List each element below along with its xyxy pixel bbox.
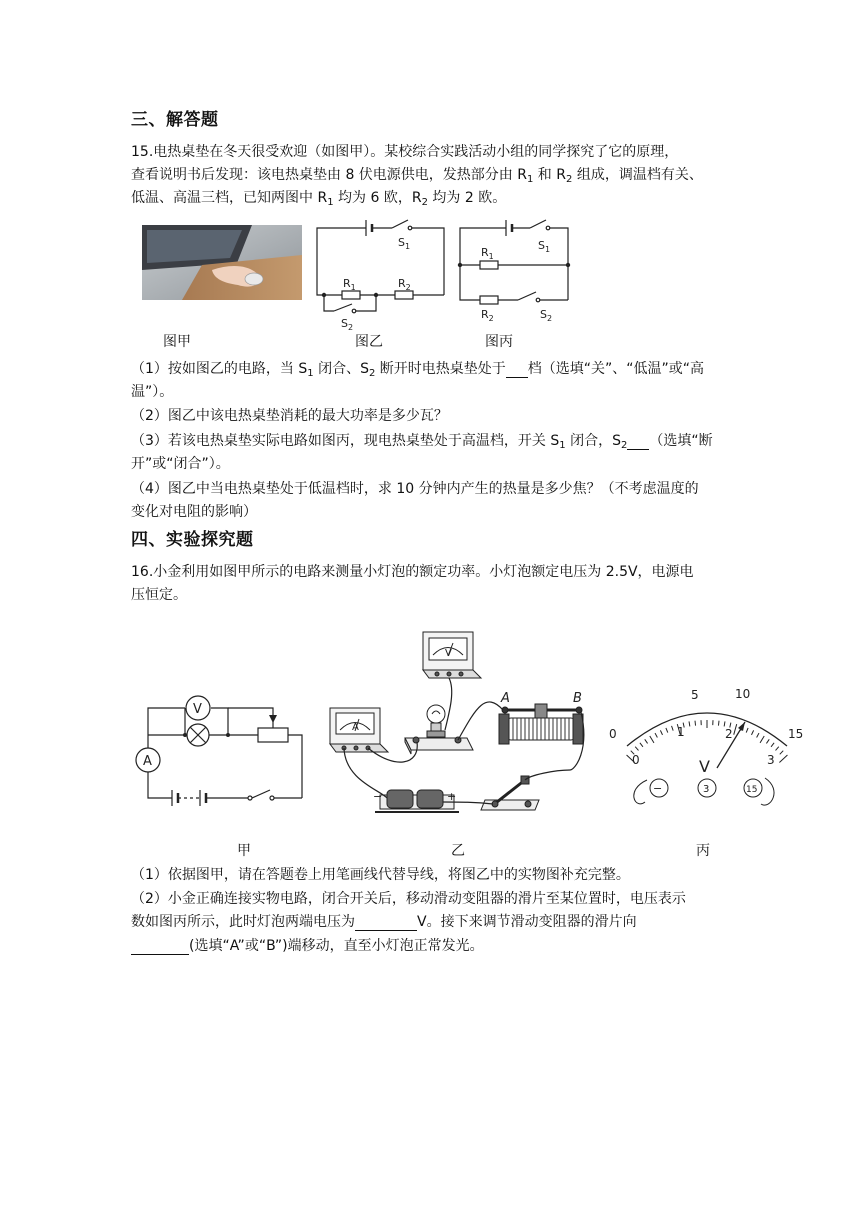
fig-jia-caption: 图甲: [163, 334, 191, 350]
dial-tick: [757, 733, 759, 737]
terminal-minus: −: [653, 782, 663, 795]
dial-unit-v: V: [699, 757, 710, 776]
dial-tick: [746, 728, 748, 733]
dial-tick: [751, 730, 753, 735]
battery-minus-label: −: [373, 790, 383, 803]
circuit-diagram-bing: [454, 215, 576, 327]
apparatus-yi: [325, 630, 600, 825]
q15-part2: （2）图乙中该电热桌垫消耗的最大功率是多少瓦？: [131, 408, 448, 424]
label-r1-yi: $R_1$: [343, 277, 356, 292]
q15-part3-line2: 开”或“闭合”）。: [131, 456, 230, 472]
q16-stem-line2: 压恒定。: [131, 587, 187, 603]
q15-stem-line2: 查看说明书后发现：该电热桌垫由 8 伏电源供电，发热部分由 $R_1$ 和 $R_2$ 组成，调温档有关、: [131, 167, 703, 185]
section-heading-4: 四、实验探究题: [131, 530, 254, 550]
battery-plus-label: +: [447, 790, 457, 803]
q16-part2-line3: (选填“A”或“B”)端移动，直至小灯泡正常发光。: [131, 935, 484, 955]
dial-tick: [695, 721, 696, 726]
q16-stem-line1: 16.小金利用如图甲所示的电路来测量小灯泡的额定功率。小灯泡额定电压为 2.5V，电源电: [131, 564, 694, 580]
apparatus-ammeter-label: A: [352, 722, 359, 733]
dial-tick: [660, 730, 662, 735]
fig-jia-caption-16: 甲: [237, 843, 251, 859]
apparatus-voltmeter-label: V: [445, 648, 452, 659]
rheostat-end-b-label: B: [573, 691, 582, 706]
label-s1-yi: $S_1$: [398, 236, 411, 251]
label-r1-bing: $R_1$: [481, 246, 494, 261]
schematic-jia: [130, 690, 315, 810]
dial-tick: [672, 726, 674, 731]
dial-tick: [760, 736, 764, 743]
dial-bottom-2: 2: [725, 727, 733, 741]
label-r2-yi: $R_2$: [398, 277, 411, 292]
q15-part1-line2: 温”）。: [131, 384, 174, 400]
dial-tick: [645, 739, 648, 743]
circuit-diagram-yi: [312, 215, 452, 335]
q15-stem-line3: 低温、高温三档，已知两图中 $R_1$ 均为 6 欧，$R_2$ 均为 2 欧。: [131, 190, 507, 208]
fig-bing-caption: 图丙: [485, 334, 513, 350]
fig-yi-caption: 图乙: [355, 334, 383, 350]
terminal-3: 3: [703, 784, 710, 795]
dial-top-10: 10: [735, 687, 751, 701]
dial-top-5: 5: [691, 688, 699, 702]
ammeter-symbol-label: A: [143, 754, 152, 769]
dial-tick: [689, 721, 690, 726]
dial-tick: [655, 733, 657, 737]
label-s2-bing: $S_2$: [540, 308, 553, 323]
q15-part3-line1: （3）若该电热桌垫实际电路如图丙，现电热桌垫处于高温档，开关 $S_1$ 闭合，$S_2$ （选填“断: [131, 433, 713, 451]
q15-part4-line1: （4）图乙中当电热桌垫处于低温档时，求 10 分钟内产生的热量是多少焦？（不考虑温度的: [131, 481, 699, 497]
dial-bottom-3: 3: [767, 753, 775, 767]
label-s2-yi: $S_2$: [341, 317, 354, 332]
label-r2-bing: $R_2$: [481, 308, 494, 323]
dial-tick: [718, 721, 719, 726]
dial-tick: [640, 743, 643, 747]
rheostat-end-a-label: A: [501, 691, 510, 706]
dial-top-15: 15: [788, 727, 804, 741]
label-s1-bing: $S_1$: [538, 239, 551, 254]
dial-tick: [635, 747, 638, 751]
dial-tick: [766, 739, 769, 743]
dial-tick: [771, 743, 774, 747]
voltmeter-symbol-label: V: [193, 702, 202, 717]
fig-yi-caption-16: 乙: [451, 843, 465, 859]
voltmeter-dial-bing: [605, 680, 810, 815]
dial-top-0: 0: [609, 727, 617, 741]
dial-bottom-1: 1: [677, 725, 685, 739]
q16-part2-line1: （2）小金正确连接实物电路，闭合开关后，移动滑动变阻器的滑片至某位置时，电压表示: [131, 891, 686, 907]
dial-tick: [724, 721, 725, 726]
dial-bottom-0: 0: [632, 753, 640, 767]
dial-tick: [734, 724, 737, 735]
dial-tick: [779, 755, 787, 763]
q16-part2-line2: 数如图丙所示，此时灯泡两端电压为 V。接下来调节滑动变阻器的滑片向: [131, 914, 637, 930]
q15-stem-line1: 15.电热桌垫在冬天很受欢迎（如图甲）。某校综合实践活动小组的同学探究了它的原理，: [131, 144, 679, 160]
q16-part1: （1）依据图甲，请在答题卷上用笔画线代替导线，将图乙中的实物图补充完整。: [131, 867, 630, 883]
dial-tick: [650, 736, 654, 743]
fig-bing-caption-16: 丙: [696, 843, 710, 859]
desk-mat-photo: [142, 225, 302, 300]
q15-part4-line2: 变化对电阻的影响）: [131, 504, 257, 520]
q15-part1-line1: （1）按如图乙的电路，当 $S_1$ 闭合、$S_2$ 断开时电热桌垫处于 档（选填“关”、“低温”或“高: [131, 361, 705, 379]
dial-tick: [666, 728, 668, 733]
dial-tick: [776, 747, 779, 751]
section-heading-3: 三、解答题: [131, 110, 219, 130]
dial-tick: [780, 751, 783, 755]
terminal-15: 15: [746, 785, 758, 795]
